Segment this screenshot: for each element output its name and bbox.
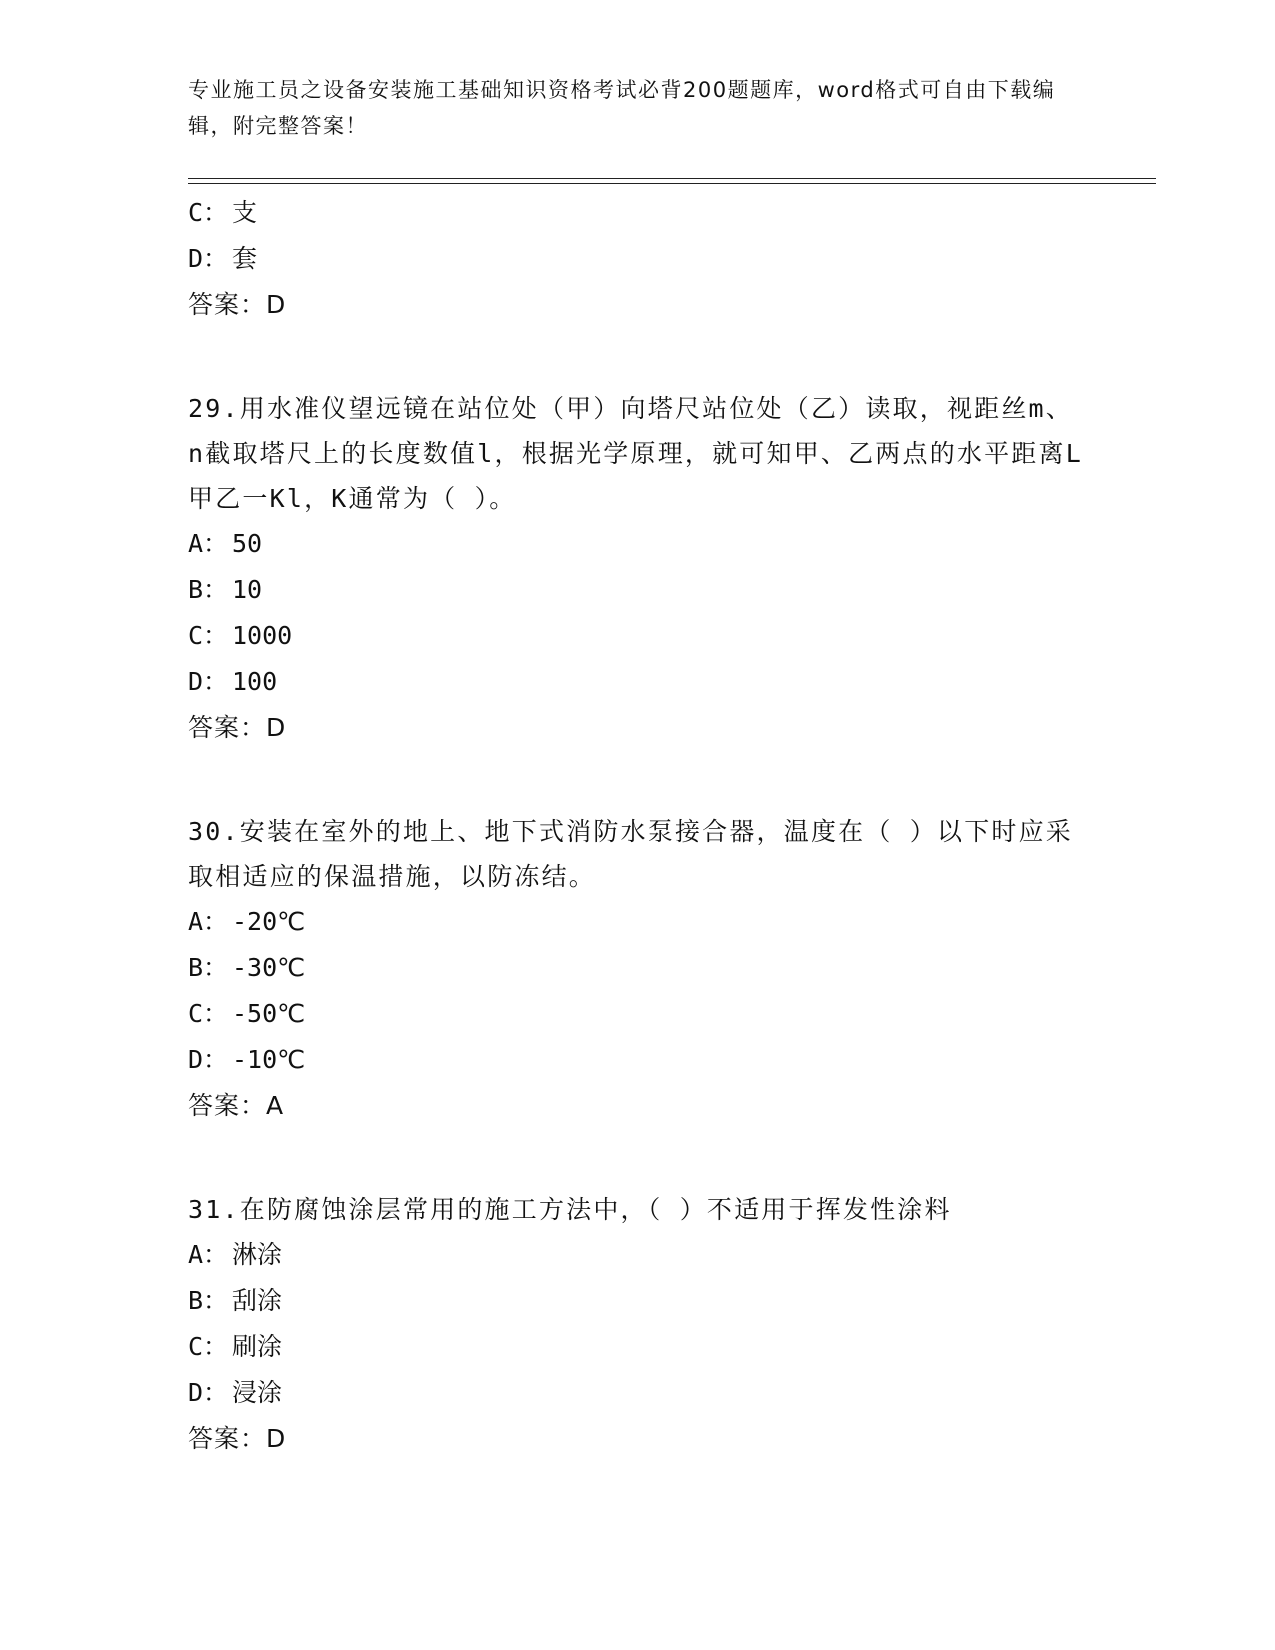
answer-line: 答案：D — [188, 713, 287, 742]
header-rule-bottom — [188, 183, 1156, 184]
question-block-30 — [188, 809, 1088, 1129]
spacer — [188, 1129, 1088, 1187]
option-c: C： -50℃ — [188, 999, 306, 1028]
question-text: 29.用水准仪望远镜在站位处（甲）向塔尺站位处（乙）读取，视距丝m、n截取塔尺上的长度数值l，根据光学原理，就可知甲、乙两点的水平距离L甲乙一Kl，K通常为（ ）。 — [188, 394, 1083, 513]
option-d: D： 浸涂 — [188, 1378, 283, 1407]
prev-question-block — [188, 190, 1088, 328]
option-b: B： 10 — [188, 575, 263, 604]
option-d: D： -10℃ — [188, 1045, 306, 1074]
question-text: 30.安装在室外的地上、地下式消防水泵接合器，温度在（ ）以下时应采取相适应的保温措施，以防冻结。 — [188, 817, 1074, 891]
page-header: 专业施工员之设备安装施工基础知识资格考试必背200题题库，word格式可自由下载编辑，附完整答案！ — [188, 78, 1056, 138]
spacer — [188, 328, 1088, 386]
option-c: C： 1000 — [188, 621, 293, 650]
option-a: A： 50 — [188, 529, 263, 558]
header-rule-top — [188, 178, 1156, 179]
option-c: C： 刷涂 — [188, 1332, 283, 1361]
option-b: B： 刮涂 — [188, 1286, 283, 1315]
option-b: B： -30℃ — [188, 953, 306, 982]
option-d: D： 100 — [188, 667, 278, 696]
spacer — [188, 751, 1088, 809]
question-block-31 — [188, 1187, 1088, 1462]
option-a: A： -20℃ — [188, 907, 306, 936]
answer-line: 答案：D — [188, 290, 287, 319]
question-text: 31.在防腐蚀涂层常用的施工方法中，（ ）不适用于挥发性涂料 — [188, 1195, 952, 1224]
question-block-29 — [188, 386, 1088, 751]
answer-line: 答案：A — [188, 1091, 285, 1120]
option-c: C： 支 — [188, 198, 258, 227]
option-a: A： 淋涂 — [188, 1240, 283, 1269]
answer-line: 答案：D — [188, 1424, 287, 1453]
option-d: D： 套 — [188, 244, 258, 273]
question-content — [188, 190, 1088, 1462]
